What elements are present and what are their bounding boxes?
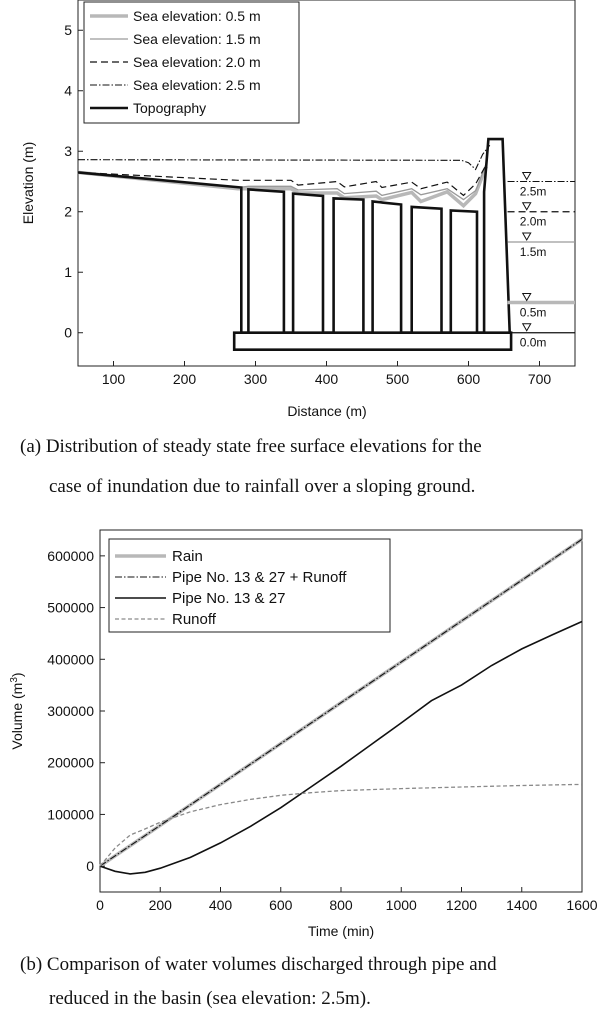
chart-b-x-tick-label: 800 xyxy=(329,897,353,913)
chart-b-legend-label: Rain xyxy=(172,548,203,565)
chart-b-legend xyxy=(109,539,390,632)
chart-a-x-tick-label: 300 xyxy=(243,371,268,387)
chart-a-y-axis-label: Elevation (m) xyxy=(20,141,36,225)
chart-a-y-tick-label: 1 xyxy=(64,264,72,281)
chart-b-y-tick-label: 400000 xyxy=(47,651,94,668)
chart-a-sea-label: 0.0m xyxy=(519,335,547,350)
chart-b-x-tick-label: 0 xyxy=(96,897,104,913)
chart-b-y-axis-label-sup: 3 xyxy=(8,677,20,683)
chart-a-legend-label: Sea elevation: 0.5 m xyxy=(133,8,261,24)
chart-a-sea-label: 2.5m xyxy=(519,184,547,199)
chart-a-x-axis-label: Distance (m) xyxy=(287,403,367,419)
chart-a-legend xyxy=(84,2,299,123)
chart-a-sea-label: 0.5m xyxy=(519,305,547,320)
chart-a-sea-marker xyxy=(523,293,531,300)
chart-a-series-sea-elevation-1-5-m xyxy=(78,163,486,199)
chart-a xyxy=(20,0,575,419)
chart-b-legend-label: Pipe No. 13 & 27 xyxy=(172,590,286,607)
caption-b-line-2: reduced in the basin (sea elevation: 2.5m). xyxy=(49,988,371,1009)
chart-a-x-tick-label: 700 xyxy=(527,371,552,387)
chart-b-y-tick-label: 100000 xyxy=(47,806,94,823)
chart-a-marks xyxy=(78,139,511,350)
chart-b-y-axis-label-suffix: ) xyxy=(9,672,25,678)
caption-b-line-1: (b) Comparison of water volumes discharged through pipe and xyxy=(20,954,497,975)
chart-a-legend-label: Topography xyxy=(133,100,207,116)
chart-a-basement xyxy=(234,333,511,350)
caption-a-line-2: case of inundation due to rainfall over a sloping ground. xyxy=(49,476,476,497)
chart-a-y-tick-label: 2 xyxy=(64,203,72,220)
chart-b-y-tick-label: 0 xyxy=(86,858,94,875)
chart-a-x-tick-label: 200 xyxy=(172,371,197,387)
chart-b-y-tick-label: 600000 xyxy=(47,547,94,564)
chart-a-sea-label: 1.5m xyxy=(519,244,547,259)
chart-b-x-tick-label: 1200 xyxy=(445,897,478,913)
chart-b-x-tick-label: 1400 xyxy=(506,897,538,913)
chart-a-legend-label: Sea elevation: 2.5 m xyxy=(133,77,261,93)
chart-a-x-tick-label: 500 xyxy=(385,371,410,387)
chart-b-x-tick-label: 200 xyxy=(148,897,172,913)
chart-a-x-tick-label: 600 xyxy=(456,371,481,387)
chart-b-x-tick-label: 1000 xyxy=(385,897,417,913)
chart-a-sea-marker xyxy=(523,203,531,210)
chart-a-sea-marker xyxy=(523,233,531,240)
chart-b-x-axis-label: Time (min) xyxy=(307,923,375,939)
chart-a-y-tick-label: 0 xyxy=(64,324,72,341)
chart-a-sea-label: 2.0m xyxy=(519,214,547,229)
chart-a-legend-label: Sea elevation: 2.0 m xyxy=(133,54,261,70)
chart-b-y-axis-label xyxy=(9,672,26,749)
chart-a-legend-label: Sea elevation: 1.5 m xyxy=(133,31,261,47)
chart-a-x-tick-label: 100 xyxy=(101,371,126,387)
chart-a-sea-marker xyxy=(523,324,531,331)
chart-b-y-tick-label: 200000 xyxy=(47,754,94,771)
chart-b-series-pipe-no-13-27 xyxy=(100,622,582,874)
chart-b-legend-label: Runoff xyxy=(172,611,216,628)
chart-a-series-sea-elevation-2-5-m xyxy=(78,145,490,169)
chart-b xyxy=(9,530,598,939)
caption-a-line-1: (a) Distribution of steady state free surface elevations for the xyxy=(20,436,482,457)
chart-b-series-runoff xyxy=(100,784,582,866)
chart-b-y-tick-label: 500000 xyxy=(47,599,94,616)
chart-a-x-tick-label: 400 xyxy=(314,371,339,387)
chart-a-sea-marker xyxy=(523,172,531,179)
chart-b-x-tick-label: 400 xyxy=(208,897,233,913)
chart-a-sea-levels xyxy=(508,172,575,349)
chart-a-y-tick-label: 3 xyxy=(64,143,72,160)
chart-b-y-axis-label-prefix: Volume (m xyxy=(9,682,25,750)
chart-a-y-tick-label: 4 xyxy=(64,82,72,99)
chart-b-x-tick-label: 1600 xyxy=(566,897,598,913)
chart-b-legend-label: Pipe No. 13 & 27 + Runoff xyxy=(172,569,347,586)
chart-a-y-tick-label: 5 xyxy=(64,22,72,39)
chart-b-y-tick-label: 300000 xyxy=(47,703,94,719)
chart-b-x-tick-label: 600 xyxy=(269,897,293,913)
chart-a-series-topography xyxy=(78,139,511,333)
